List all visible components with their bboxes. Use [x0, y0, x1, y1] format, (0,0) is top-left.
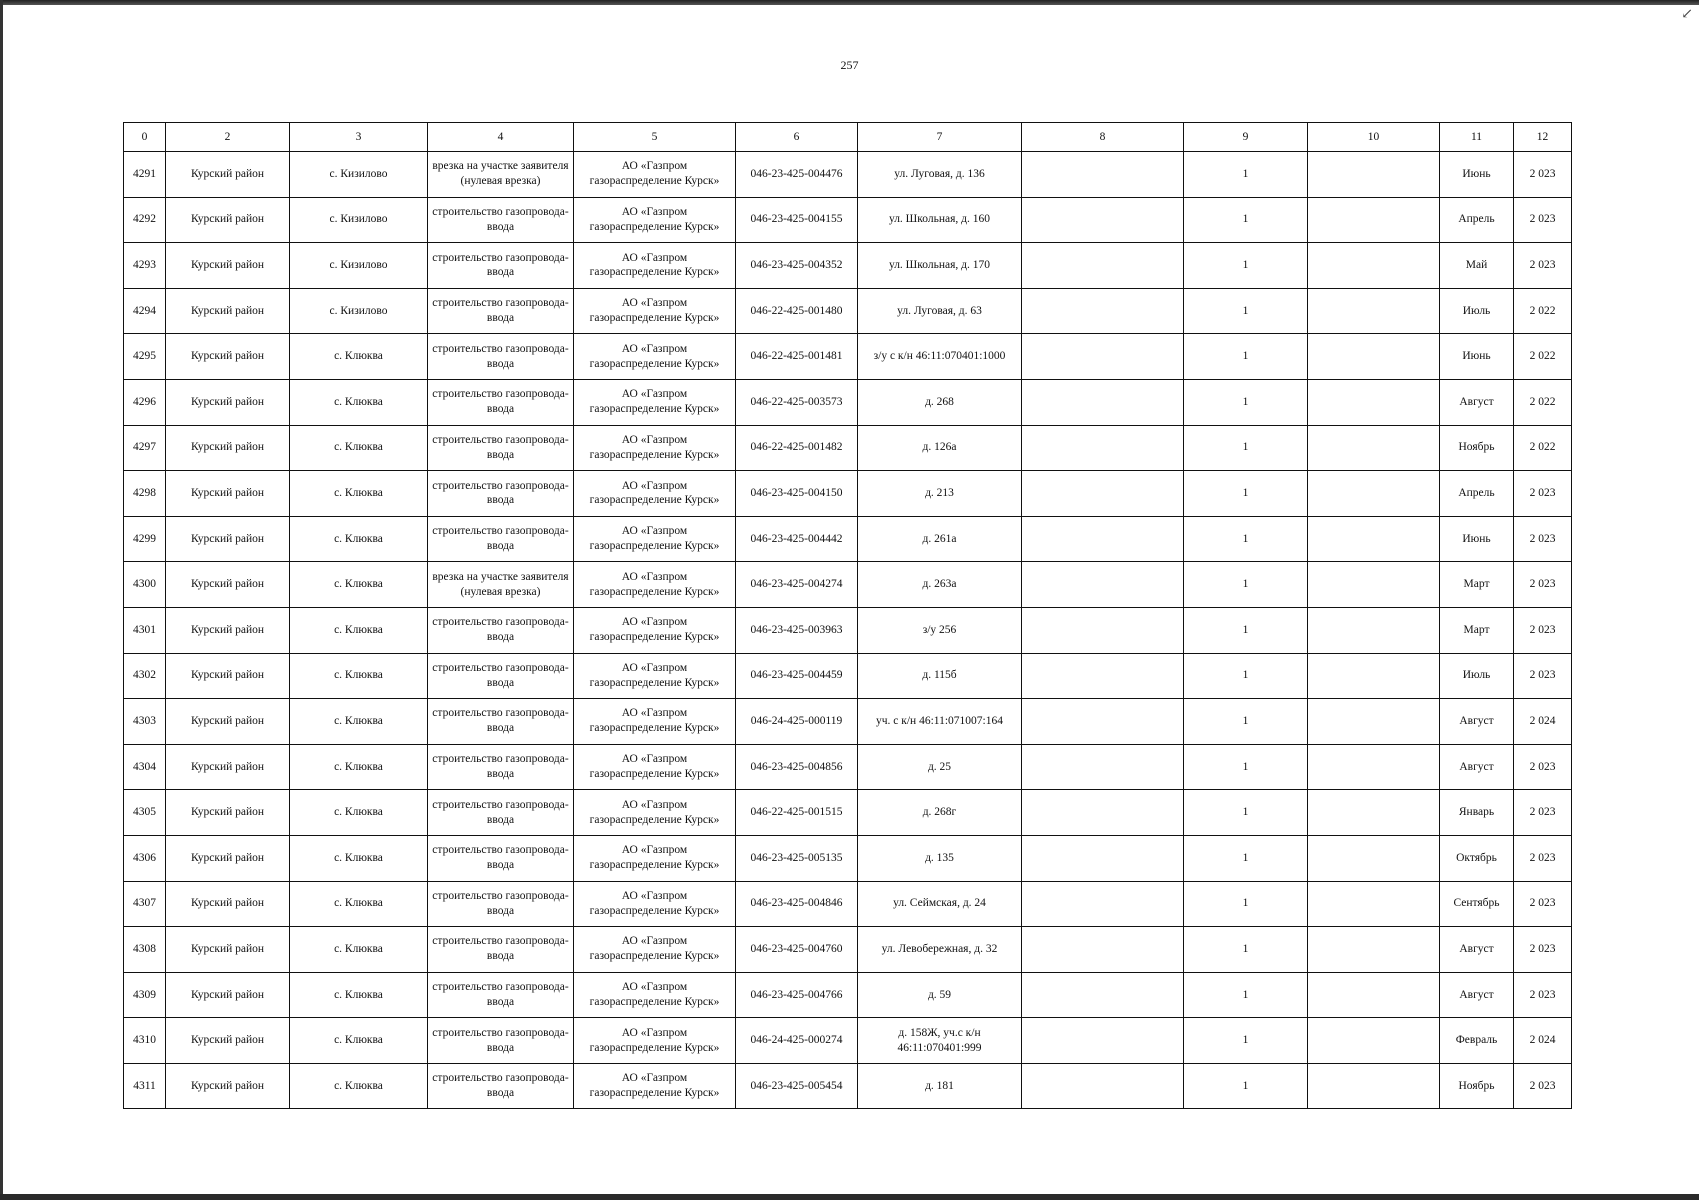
table-cell-col-0: 4306: [124, 835, 166, 881]
table-cell-col-10: [1308, 790, 1440, 836]
table-cell-col-0: 4297: [124, 425, 166, 471]
table-cell-col-2: Курский район: [166, 197, 290, 243]
table-cell-col-2: Курский район: [166, 790, 290, 836]
page-number: 257: [840, 58, 859, 72]
table-row: [124, 152, 1572, 198]
table-cell-col-7: з/у с к/н 46:11:070401:1000: [858, 334, 1022, 380]
table-cell-col-12: 2 023: [1514, 197, 1572, 243]
table-cell-col-7: д. 261а: [858, 516, 1022, 562]
table-cell-col-0: 4300: [124, 562, 166, 608]
table-cell-col-6: 046-23-425-003963: [736, 607, 858, 653]
scan-left-edge: [0, 0, 3, 1200]
table-cell-col-4: строительство газопровода-ввода: [428, 516, 574, 562]
table-cell-col-3: с. Кизилово: [290, 288, 428, 334]
column-header-12: 12: [1514, 123, 1572, 152]
table-cell-col-11: Апрель: [1440, 197, 1514, 243]
table-cell-col-3: с. Клюква: [290, 1063, 428, 1109]
table-cell-col-5: АО «Газпром газораспределение Курск»: [574, 744, 736, 790]
table-cell-col-8: [1022, 379, 1184, 425]
table-cell-col-4: строительство газопровода-ввода: [428, 699, 574, 745]
table-cell-col-6: 046-23-425-004442: [736, 516, 858, 562]
table-cell-col-10: [1308, 152, 1440, 198]
table-cell-col-5: АО «Газпром газораспределение Курск»: [574, 334, 736, 380]
table-cell-col-7: ул. Луговая, д. 63: [858, 288, 1022, 334]
table-cell-col-3: с. Клюква: [290, 471, 428, 517]
table-cell-col-6: 046-23-425-005454: [736, 1063, 858, 1109]
table-cell-col-5: АО «Газпром газораспределение Курск»: [574, 607, 736, 653]
table-cell-col-10: [1308, 197, 1440, 243]
table-cell-col-9: 1: [1184, 699, 1308, 745]
table-cell-col-5: АО «Газпром газораспределение Курск»: [574, 152, 736, 198]
table-cell-col-6: 046-23-425-004476: [736, 152, 858, 198]
table-cell-col-9: 1: [1184, 653, 1308, 699]
table-cell-col-11: Август: [1440, 927, 1514, 973]
table-cell-col-0: 4293: [124, 243, 166, 289]
table-cell-col-9: 1: [1184, 288, 1308, 334]
table-cell-col-2: Курский район: [166, 562, 290, 608]
table-cell-col-8: [1022, 516, 1184, 562]
table-cell-col-8: [1022, 334, 1184, 380]
table-cell-col-8: [1022, 1063, 1184, 1109]
table-cell-col-4: строительство газопровода-ввода: [428, 835, 574, 881]
table-cell-col-3: с. Клюква: [290, 653, 428, 699]
column-header-9: 9: [1184, 123, 1308, 152]
table-cell-col-12: 2 024: [1514, 699, 1572, 745]
table-cell-col-4: строительство газопровода-ввода: [428, 197, 574, 243]
table-cell-col-10: [1308, 562, 1440, 608]
table-cell-col-4: строительство газопровода-ввода: [428, 607, 574, 653]
table-cell-col-5: АО «Газпром газораспределение Курск»: [574, 927, 736, 973]
table-cell-col-10: [1308, 288, 1440, 334]
table-row: [124, 425, 1572, 471]
table-cell-col-9: 1: [1184, 152, 1308, 198]
table-cell-col-5: АО «Газпром газораспределение Курск»: [574, 653, 736, 699]
table-cell-col-0: 4299: [124, 516, 166, 562]
table-cell-col-0: 4296: [124, 379, 166, 425]
table-cell-col-4: строительство газопровода-ввода: [428, 927, 574, 973]
table-cell-col-9: 1: [1184, 471, 1308, 517]
table-cell-col-11: Май: [1440, 243, 1514, 289]
table-cell-col-8: [1022, 288, 1184, 334]
table-cell-col-3: с. Клюква: [290, 927, 428, 973]
table-cell-col-8: [1022, 744, 1184, 790]
table-cell-col-4: строительство газопровода-ввода: [428, 379, 574, 425]
table-cell-col-3: с. Клюква: [290, 972, 428, 1018]
table-cell-col-10: [1308, 1063, 1440, 1109]
column-header-8: 8: [1022, 123, 1184, 152]
table-cell-col-10: [1308, 1018, 1440, 1064]
table-cell-col-8: [1022, 562, 1184, 608]
table-cell-col-6: 046-22-425-003573: [736, 379, 858, 425]
table-cell-col-3: с. Кизилово: [290, 243, 428, 289]
table-cell-col-7: д. 268г: [858, 790, 1022, 836]
table-cell-col-8: [1022, 471, 1184, 517]
table-cell-col-5: АО «Газпром газораспределение Курск»: [574, 471, 736, 517]
table-cell-col-6: 046-23-425-004155: [736, 197, 858, 243]
table-cell-col-7: д. 158Ж, уч.с к/н 46:11:070401:999: [858, 1018, 1022, 1064]
table-cell-col-5: АО «Газпром газораспределение Курск»: [574, 562, 736, 608]
column-header-3: 3: [290, 123, 428, 152]
table-cell-col-7: д. 115б: [858, 653, 1022, 699]
table-cell-col-10: [1308, 699, 1440, 745]
table-cell-col-12: 2 023: [1514, 790, 1572, 836]
table-cell-col-8: [1022, 699, 1184, 745]
table-cell-col-7: д. 25: [858, 744, 1022, 790]
table-row: [124, 607, 1572, 653]
table-cell-col-9: 1: [1184, 1018, 1308, 1064]
table-cell-col-9: 1: [1184, 562, 1308, 608]
table-cell-col-11: Июнь: [1440, 334, 1514, 380]
table-cell-col-7: з/у 256: [858, 607, 1022, 653]
table-cell-col-6: 046-22-425-001481: [736, 334, 858, 380]
table-cell-col-3: с. Клюква: [290, 835, 428, 881]
table-cell-col-0: 4295: [124, 334, 166, 380]
table-cell-col-11: Август: [1440, 744, 1514, 790]
table-cell-col-0: 4294: [124, 288, 166, 334]
table-cell-col-7: ул. Школьная, д. 170: [858, 243, 1022, 289]
table-cell-col-8: [1022, 790, 1184, 836]
table-cell-col-11: Июль: [1440, 288, 1514, 334]
table-cell-col-7: д. 268: [858, 379, 1022, 425]
table-cell-col-12: 2 023: [1514, 243, 1572, 289]
column-header-0: 0: [124, 123, 166, 152]
table-cell-col-2: Курский район: [166, 243, 290, 289]
table-row: [124, 334, 1572, 380]
table-row: [124, 516, 1572, 562]
table-cell-col-5: АО «Газпром газораспределение Курск»: [574, 972, 736, 1018]
table-cell-col-0: 4291: [124, 152, 166, 198]
table-cell-col-2: Курский район: [166, 881, 290, 927]
table-cell-col-7: ул. Школьная, д. 160: [858, 197, 1022, 243]
table-cell-col-10: [1308, 334, 1440, 380]
table-row: [124, 881, 1572, 927]
table-cell-col-12: 2 023: [1514, 835, 1572, 881]
table-cell-col-0: 4308: [124, 927, 166, 973]
table-cell-col-8: [1022, 197, 1184, 243]
table-cell-col-12: 2 023: [1514, 653, 1572, 699]
table-cell-col-4: строительство газопровода-ввода: [428, 1063, 574, 1109]
table-cell-col-12: 2 023: [1514, 607, 1572, 653]
table-cell-col-12: 2 022: [1514, 379, 1572, 425]
table-cell-col-8: [1022, 972, 1184, 1018]
table-cell-col-10: [1308, 379, 1440, 425]
table-cell-col-7: уч. с к/н 46:11:071007:164: [858, 699, 1022, 745]
table-cell-col-11: Август: [1440, 972, 1514, 1018]
table-row: [124, 243, 1572, 289]
table-cell-col-4: врезка на участке заявителя (нулевая врезка): [428, 152, 574, 198]
table-cell-col-11: Ноябрь: [1440, 1063, 1514, 1109]
table-cell-col-12: 2 023: [1514, 516, 1572, 562]
table-cell-col-12: 2 023: [1514, 471, 1572, 517]
table-cell-col-7: ул. Сеймская, д. 24: [858, 881, 1022, 927]
table-cell-col-6: 046-22-425-001482: [736, 425, 858, 471]
table-cell-col-6: 046-22-425-001515: [736, 790, 858, 836]
table-cell-col-10: [1308, 471, 1440, 517]
table-cell-col-9: 1: [1184, 425, 1308, 471]
table-row: [124, 744, 1572, 790]
table-cell-col-6: 046-23-425-004856: [736, 744, 858, 790]
table-cell-col-8: [1022, 152, 1184, 198]
table-cell-col-9: 1: [1184, 881, 1308, 927]
table-row: [124, 197, 1572, 243]
table-cell-col-12: 2 022: [1514, 334, 1572, 380]
table-cell-col-3: с. Клюква: [290, 379, 428, 425]
table-cell-col-2: Курский район: [166, 835, 290, 881]
table-cell-col-0: 4301: [124, 607, 166, 653]
table-cell-col-5: АО «Газпром газораспределение Курск»: [574, 379, 736, 425]
table-cell-col-10: [1308, 927, 1440, 973]
table-cell-col-9: 1: [1184, 379, 1308, 425]
table-cell-col-2: Курский район: [166, 744, 290, 790]
table-cell-col-10: [1308, 243, 1440, 289]
table-cell-col-12: 2 023: [1514, 1063, 1572, 1109]
table-cell-col-10: [1308, 607, 1440, 653]
table-cell-col-4: строительство газопровода-ввода: [428, 972, 574, 1018]
table-row: [124, 471, 1572, 517]
table-header: [124, 123, 1572, 152]
table-cell-col-9: 1: [1184, 607, 1308, 653]
table-cell-col-4: строительство газопровода-ввода: [428, 243, 574, 289]
table-cell-col-6: 046-23-425-005135: [736, 835, 858, 881]
header-row: [124, 123, 1572, 152]
table-cell-col-12: 2 024: [1514, 1018, 1572, 1064]
table-cell-col-7: д. 135: [858, 835, 1022, 881]
table-row: [124, 927, 1572, 973]
table-cell-col-5: АО «Газпром газораспределение Курск»: [574, 699, 736, 745]
table-cell-col-5: АО «Газпром газораспределение Курск»: [574, 881, 736, 927]
table-cell-col-11: Август: [1440, 379, 1514, 425]
table-cell-col-8: [1022, 653, 1184, 699]
table-cell-col-2: Курский район: [166, 152, 290, 198]
table-cell-col-12: 2 023: [1514, 744, 1572, 790]
table-cell-col-4: строительство газопровода-ввода: [428, 1018, 574, 1064]
table-row: [124, 1063, 1572, 1109]
table-cell-col-0: 4311: [124, 1063, 166, 1109]
table-cell-col-11: Июнь: [1440, 152, 1514, 198]
table-cell-col-9: 1: [1184, 334, 1308, 380]
table-cell-col-0: 4310: [124, 1018, 166, 1064]
table-cell-col-3: с. Клюква: [290, 516, 428, 562]
table-cell-col-4: строительство газопровода-ввода: [428, 471, 574, 517]
corner-mark-icon: ↙: [1681, 7, 1693, 22]
table-cell-col-5: АО «Газпром газораспределение Курск»: [574, 516, 736, 562]
table-cell-col-3: с. Клюква: [290, 562, 428, 608]
table-cell-col-11: Сентябрь: [1440, 881, 1514, 927]
table-cell-col-5: АО «Газпром газораспределение Курск»: [574, 1018, 736, 1064]
table-cell-col-2: Курский район: [166, 334, 290, 380]
table-cell-col-7: ул. Луговая, д. 136: [858, 152, 1022, 198]
table-cell-col-6: 046-23-425-004274: [736, 562, 858, 608]
table-cell-col-5: АО «Газпром газораспределение Курск»: [574, 1063, 736, 1109]
table-cell-col-5: АО «Газпром газораспределение Курск»: [574, 288, 736, 334]
table-cell-col-4: строительство газопровода-ввода: [428, 881, 574, 927]
column-header-6: 6: [736, 123, 858, 152]
table-cell-col-2: Курский район: [166, 972, 290, 1018]
table-cell-col-5: АО «Газпром газораспределение Курск»: [574, 243, 736, 289]
table-cell-col-5: АО «Газпром газораспределение Курск»: [574, 425, 736, 471]
table-cell-col-4: врезка на участке заявителя (нулевая врезка): [428, 562, 574, 608]
table-cell-col-2: Курский район: [166, 653, 290, 699]
table-cell-col-10: [1308, 425, 1440, 471]
table-cell-col-7: д. 126а: [858, 425, 1022, 471]
table-cell-col-9: 1: [1184, 197, 1308, 243]
table-cell-col-7: д. 59: [858, 972, 1022, 1018]
table-cell-col-3: с. Клюква: [290, 425, 428, 471]
table-cell-col-6: 046-23-425-004846: [736, 881, 858, 927]
table-cell-col-2: Курский район: [166, 607, 290, 653]
table-cell-col-6: 046-23-425-004766: [736, 972, 858, 1018]
table-cell-col-12: 2 023: [1514, 927, 1572, 973]
table-cell-col-11: Июль: [1440, 653, 1514, 699]
table-cell-col-9: 1: [1184, 927, 1308, 973]
table-cell-col-8: [1022, 881, 1184, 927]
table-cell-col-2: Курский район: [166, 425, 290, 471]
table-cell-col-0: 4309: [124, 972, 166, 1018]
table-cell-col-2: Курский район: [166, 471, 290, 517]
registry-table: [123, 122, 1572, 1109]
table-cell-col-11: Ноябрь: [1440, 425, 1514, 471]
table-cell-col-9: 1: [1184, 243, 1308, 289]
table-row: [124, 699, 1572, 745]
table-cell-col-9: 1: [1184, 516, 1308, 562]
table-cell-col-6: 046-23-425-004352: [736, 243, 858, 289]
table-cell-col-0: 4303: [124, 699, 166, 745]
table-cell-col-12: 2 022: [1514, 425, 1572, 471]
table-row: [124, 835, 1572, 881]
table-cell-col-11: Февраль: [1440, 1018, 1514, 1064]
table-cell-col-11: Январь: [1440, 790, 1514, 836]
table-cell-col-4: строительство газопровода-ввода: [428, 744, 574, 790]
scan-bottom-edge: [0, 1194, 1699, 1200]
column-header-7: 7: [858, 123, 1022, 152]
table-cell-col-7: ул. Левобережная, д. 32: [858, 927, 1022, 973]
table-cell-col-3: с. Клюква: [290, 1018, 428, 1064]
table-cell-col-3: с. Кизилово: [290, 152, 428, 198]
table-cell-col-9: 1: [1184, 1063, 1308, 1109]
table-cell-col-5: АО «Газпром газораспределение Курск»: [574, 197, 736, 243]
table-cell-col-0: 4298: [124, 471, 166, 517]
table-cell-col-10: [1308, 972, 1440, 1018]
table-cell-col-10: [1308, 744, 1440, 790]
column-header-11: 11: [1440, 123, 1514, 152]
table-cell-col-2: Курский район: [166, 516, 290, 562]
table-cell-col-7: д. 213: [858, 471, 1022, 517]
table-cell-col-3: с. Клюква: [290, 334, 428, 380]
table-cell-col-11: Апрель: [1440, 471, 1514, 517]
table-cell-col-11: Март: [1440, 607, 1514, 653]
table-cell-col-6: 046-23-425-004760: [736, 927, 858, 973]
table-cell-col-4: строительство газопровода-ввода: [428, 425, 574, 471]
table-cell-col-3: с. Клюква: [290, 607, 428, 653]
column-header-4: 4: [428, 123, 574, 152]
table-cell-col-0: 4307: [124, 881, 166, 927]
table-cell-col-5: АО «Газпром газораспределение Курск»: [574, 790, 736, 836]
table-cell-col-4: строительство газопровода-ввода: [428, 790, 574, 836]
table-cell-col-2: Курский район: [166, 927, 290, 973]
table-row: [124, 972, 1572, 1018]
table-cell-col-0: 4305: [124, 790, 166, 836]
table-cell-col-3: с. Клюква: [290, 881, 428, 927]
table-cell-col-8: [1022, 927, 1184, 973]
table-cell-col-6: 046-22-425-001480: [736, 288, 858, 334]
table-cell-col-8: [1022, 835, 1184, 881]
table-cell-col-9: 1: [1184, 744, 1308, 790]
table-cell-col-11: Октябрь: [1440, 835, 1514, 881]
table-body: [124, 152, 1572, 1109]
table-cell-col-12: 2 023: [1514, 972, 1572, 1018]
table-cell-col-6: 046-23-425-004459: [736, 653, 858, 699]
table-cell-col-7: д. 181: [858, 1063, 1022, 1109]
table-row: [124, 1018, 1572, 1064]
table-cell-col-2: Курский район: [166, 288, 290, 334]
table-cell-col-2: Курский район: [166, 1018, 290, 1064]
table-cell-col-9: 1: [1184, 835, 1308, 881]
table-row: [124, 653, 1572, 699]
table-cell-col-10: [1308, 835, 1440, 881]
table-cell-col-8: [1022, 425, 1184, 471]
table-cell-col-12: 2 023: [1514, 152, 1572, 198]
table-cell-col-0: 4304: [124, 744, 166, 790]
table-cell-col-12: 2 023: [1514, 881, 1572, 927]
table-cell-col-10: [1308, 516, 1440, 562]
table-cell-col-5: АО «Газпром газораспределение Курск»: [574, 835, 736, 881]
table-cell-col-6: 046-24-425-000274: [736, 1018, 858, 1064]
table-cell-col-10: [1308, 653, 1440, 699]
table-cell-col-11: Август: [1440, 699, 1514, 745]
table-row: [124, 288, 1572, 334]
table-cell-col-3: с. Кизилово: [290, 197, 428, 243]
table-row: [124, 379, 1572, 425]
table-cell-col-11: Март: [1440, 562, 1514, 608]
table-cell-col-9: 1: [1184, 972, 1308, 1018]
table-row: [124, 562, 1572, 608]
table-cell-col-2: Курский район: [166, 699, 290, 745]
table-cell-col-6: 046-24-425-000119: [736, 699, 858, 745]
column-header-5: 5: [574, 123, 736, 152]
scan-top-edge: [0, 0, 1699, 5]
table-cell-col-8: [1022, 1018, 1184, 1064]
table-cell-col-4: строительство газопровода-ввода: [428, 288, 574, 334]
table-cell-col-12: 2 022: [1514, 288, 1572, 334]
table-cell-col-3: с. Клюква: [290, 790, 428, 836]
column-header-10: 10: [1308, 123, 1440, 152]
table-cell-col-8: [1022, 607, 1184, 653]
table-cell-col-3: с. Клюква: [290, 699, 428, 745]
table-cell-col-3: с. Клюква: [290, 744, 428, 790]
table-cell-col-12: 2 023: [1514, 562, 1572, 608]
table-cell-col-0: 4302: [124, 653, 166, 699]
table-cell-col-0: 4292: [124, 197, 166, 243]
table-cell-col-11: Июнь: [1440, 516, 1514, 562]
table-cell-col-7: д. 263а: [858, 562, 1022, 608]
table-cell-col-2: Курский район: [166, 379, 290, 425]
table-row: [124, 790, 1572, 836]
table-cell-col-6: 046-23-425-004150: [736, 471, 858, 517]
table-cell-col-4: строительство газопровода-ввода: [428, 653, 574, 699]
table-cell-col-8: [1022, 243, 1184, 289]
column-header-2: 2: [166, 123, 290, 152]
table-cell-col-2: Курский район: [166, 1063, 290, 1109]
table-cell-col-4: строительство газопровода-ввода: [428, 334, 574, 380]
table-cell-col-10: [1308, 881, 1440, 927]
table-cell-col-9: 1: [1184, 790, 1308, 836]
